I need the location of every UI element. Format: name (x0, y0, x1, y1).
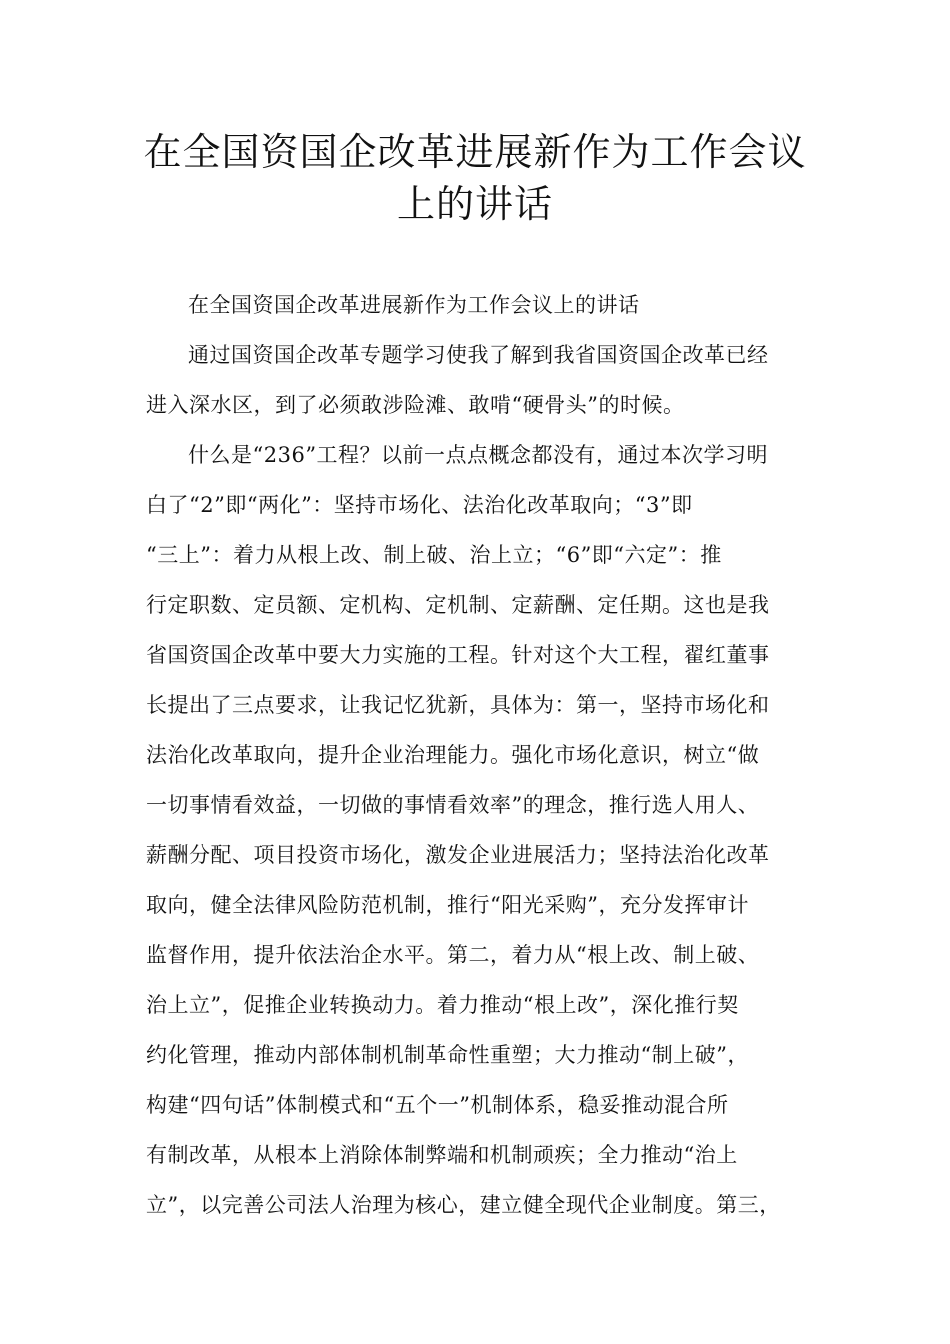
body-line: 在全国资国企改革进展新作为工作会议上的讲话 (188, 293, 640, 317)
body-line: 通过国资国企改革专题学习使我了解到我省国资国企改革已经 (188, 343, 769, 367)
body-line: 立”，以完善公司法人治理为核心，建立健全现代企业制度。第三， (146, 1193, 781, 1217)
document-body (146, 280, 818, 1230)
body-line: 法治化改革取向，提升企业治理能力。强化市场化意识，树立“做 (146, 743, 760, 767)
body-line: 薪酬分配、项目投资市场化，激发企业进展活力；坚持法治化改革 (146, 843, 770, 867)
document-title (100, 126, 850, 230)
body-line: 构建“四句话”体制模式和“五个一”机制体系，稳妥推动混合所 (146, 1093, 729, 1117)
body-line: 有制改革，从根本上消除体制弊端和机制顽疾；全力推动“治上 (146, 1143, 738, 1167)
body-line: 监督作用，提升依法治企水平。第二，着力从“根上改、制上破、 (146, 943, 760, 967)
body-line: 白了“2”即“两化”：坚持市场化、法治化改革取向；“3”即 (146, 493, 693, 517)
body-line: 取向，健全法律风险防范机制，推行“阳光采购”，充分发挥审计 (146, 893, 749, 917)
body-line: 什么是“236”工程？以前一点点概念都没有，通过本次学习明 (188, 443, 769, 467)
body-line: “三上”：着力从根上改、制上破、治上立；“6”即“六定”：推 (146, 543, 722, 567)
body-line: 长提出了三点要求，让我记忆犹新，具体为：第一，坚持市场化和 (146, 693, 770, 717)
body-line: 行定职数、定员额、定机构、定机制、定薪酬、定任期。这也是我 (146, 593, 770, 617)
body-line: 一切事情看效益，一切做的事情看效率”的理念，推行选人用人、 (146, 793, 760, 817)
body-line: 约化管理，推动内部体制机制革命性重塑；大力推动“制上破”， (146, 1043, 749, 1067)
title-line-2: 上的讲话 (396, 182, 553, 226)
body-line: 省国资国企改革中要大力实施的工程。针对这个大工程，翟红董事 (146, 643, 770, 667)
body-line: 治上立”，促推企业转换动力。着力推动“根上改”，深化推行契 (146, 993, 739, 1017)
body-line: 进入深水区，到了必须敢涉险滩、敢啃“硬骨头”的时候。 (146, 393, 685, 417)
title-line-1: 在全国资国企改革进展新作为工作会议 (143, 130, 807, 174)
